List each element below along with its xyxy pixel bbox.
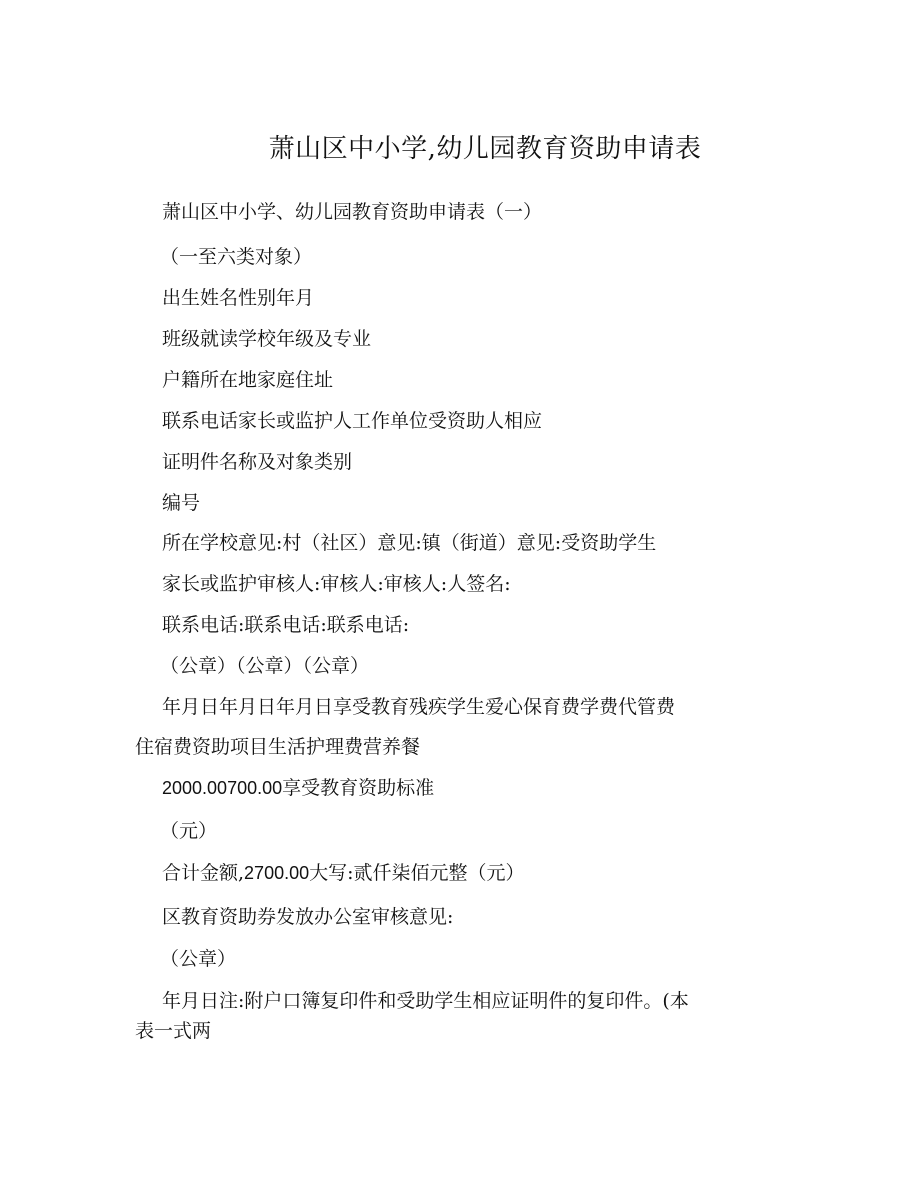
- total-uppercase: 大写:贰仟柒佰元整（元）: [309, 862, 525, 884]
- form-subtitle: 萧山区中小学、幼儿园教育资助申请表（一）: [162, 201, 543, 223]
- note-row-continued: 表一式两: [135, 1020, 212, 1042]
- form-row-address: 户籍所在地家庭住址: [162, 369, 334, 391]
- document-title: 萧山区中小学,幼儿园教育资助申请表: [268, 134, 702, 164]
- office-seal: （公章）: [160, 948, 237, 970]
- object-scope: （一至六类对象）: [160, 246, 313, 268]
- form-row-contact: 联系电话家长或监护人工作单位受资助人相应: [162, 410, 543, 432]
- reviewers-row: 家长或监护审核人:审核人:审核人:人签名:: [162, 573, 511, 595]
- form-row-certificate: 证明件名称及对象类别: [162, 451, 353, 473]
- note-row: 年月日注:附户口簿复印件和受助学生相应证明件的复印件。(本: [162, 990, 689, 1012]
- form-row-class: 班级就读学校年级及专业: [162, 328, 372, 350]
- seals-row: （公章）（公章）（公章）: [160, 655, 370, 677]
- items-row-continued: 住宿费资助项目生活护理费营养餐: [135, 736, 421, 758]
- phones-row: 联系电话:联系电话:联系电话:: [162, 614, 410, 636]
- standard-amounts: 2000.00700.00: [162, 778, 283, 798]
- unit-yuan: （元）: [160, 820, 218, 842]
- dates-items-row: 年月日年月日年月日享受教育残疾学生爱心保育费学费代管费: [162, 696, 676, 718]
- office-opinion: 区教育资助券发放办公室审核意见:: [162, 906, 454, 928]
- total-label: 合计金额,: [162, 862, 245, 884]
- total-row: [162, 860, 525, 886]
- total-amount: 2700.00: [244, 863, 310, 883]
- standard-label: 享受教育资助标准: [282, 777, 435, 799]
- opinions-row: 所在学校意见:村（社区）意见:镇（街道）意见:受资助学生: [162, 532, 657, 554]
- form-row-birth: 出生姓名性别年月: [162, 287, 315, 309]
- form-row-number: 编号: [162, 492, 201, 514]
- standard-row: [162, 775, 434, 801]
